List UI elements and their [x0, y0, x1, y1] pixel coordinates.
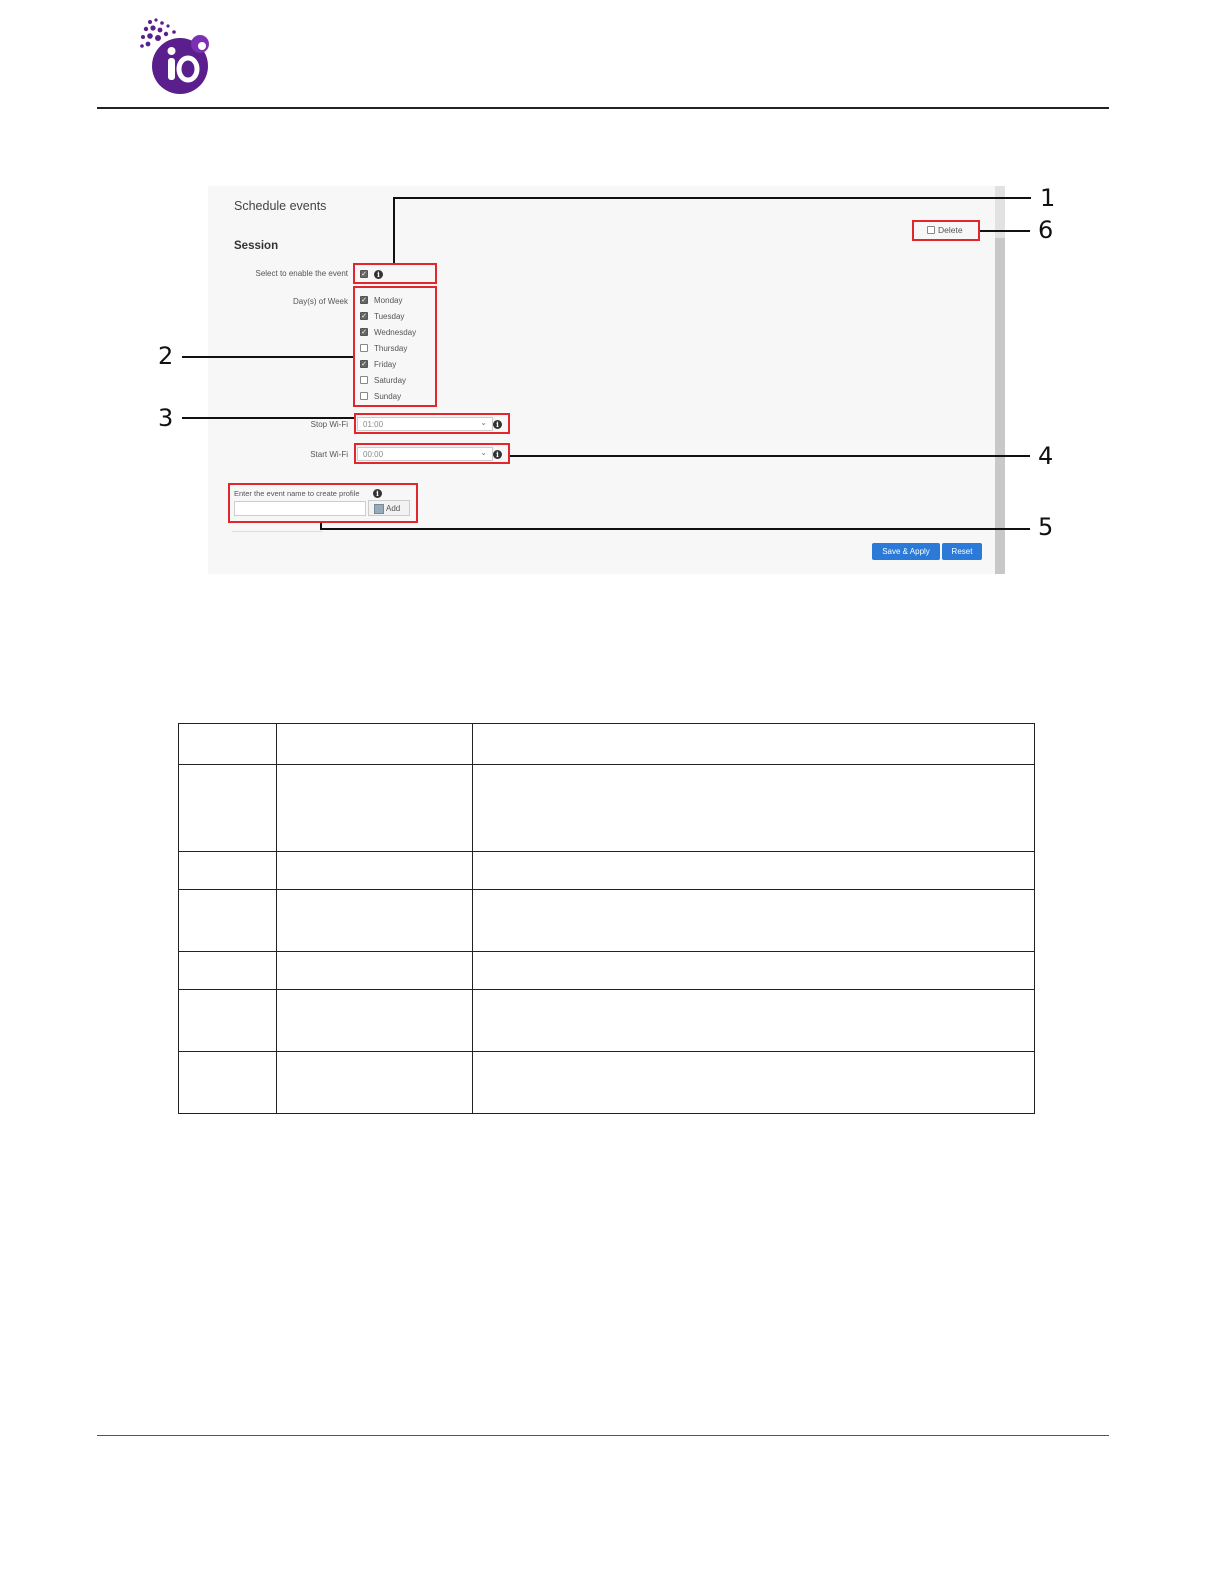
- callout-line-5: [320, 528, 1030, 530]
- table-row: [179, 952, 1035, 990]
- save-apply-button[interactable]: Save & Apply: [872, 543, 940, 560]
- table-cell: [276, 1052, 472, 1114]
- callout-box-5: [228, 483, 418, 523]
- delete-label: Delete: [938, 225, 963, 235]
- day-label-wednesday: Wednesday: [374, 328, 417, 337]
- start-wifi-label: Start Wi-Fi: [310, 450, 348, 459]
- callout-line-1: [393, 197, 1031, 199]
- table-cell: [276, 952, 472, 990]
- table-cell: [179, 952, 277, 990]
- day-label-saturday: Saturday: [374, 376, 407, 385]
- callout-box-3: [354, 413, 510, 434]
- table-cell: [276, 852, 472, 890]
- divider: [232, 531, 322, 532]
- day-label-thursday: Thursday: [374, 344, 408, 353]
- table-row: [179, 765, 1035, 852]
- days-of-week-label: Day(s) of Week: [293, 297, 348, 306]
- callout-number-5: 5: [1038, 513, 1054, 541]
- header-rule: [97, 107, 1109, 109]
- callout-box-1: [353, 263, 437, 284]
- info-icon[interactable]: i: [493, 420, 502, 429]
- callout-box-6: [912, 220, 980, 241]
- reset-button[interactable]: Reset: [942, 543, 982, 560]
- table-cell: [179, 990, 277, 1052]
- table-cell: [472, 890, 1034, 952]
- profile-name-label: Enter the event name to create profile: [234, 489, 360, 498]
- callout-number-6: 6: [1038, 216, 1054, 244]
- callout-number-3: 3: [158, 404, 174, 432]
- add-button-label: Add: [386, 504, 401, 513]
- session-heading: Session: [234, 240, 279, 252]
- description-table: [178, 723, 1035, 1114]
- info-icon[interactable]: i: [373, 489, 382, 498]
- enable-event-label: Select to enable the event: [255, 269, 348, 278]
- table-cell: [472, 765, 1034, 852]
- callout-line-1: [393, 197, 395, 263]
- table-cell: [276, 724, 472, 765]
- table-cell: [276, 990, 472, 1052]
- callout-number-4: 4: [1038, 442, 1054, 470]
- table-cell: [472, 724, 1034, 765]
- table-cell: [472, 990, 1034, 1052]
- day-label-sunday: Sunday: [374, 392, 402, 401]
- day-label-monday: Monday: [374, 296, 403, 305]
- stop-wifi-label: Stop Wi-Fi: [310, 420, 348, 429]
- table-row: [179, 1052, 1035, 1114]
- table-cell: [179, 1052, 277, 1114]
- table-cell: [179, 890, 277, 952]
- panel-title: Schedule events: [234, 199, 327, 213]
- table-cell: [179, 724, 277, 765]
- table-row: [179, 724, 1035, 765]
- table-cell: [276, 890, 472, 952]
- chevron-down-icon: ⌄: [480, 418, 487, 427]
- table-cell: [276, 765, 472, 852]
- callout-number-1: 1: [1040, 184, 1056, 212]
- day-label-friday: Friday: [374, 360, 397, 369]
- info-icon[interactable]: i: [493, 450, 502, 459]
- table-row: [179, 852, 1035, 890]
- io-logo-icon: [138, 16, 218, 100]
- chevron-down-icon: ⌄: [480, 448, 487, 457]
- callout-line-2: [182, 356, 353, 358]
- callout-line-6: [980, 230, 1030, 232]
- callout-box-4: [354, 443, 510, 464]
- info-icon[interactable]: i: [374, 270, 383, 279]
- day-label-tuesday: Tuesday: [374, 312, 405, 321]
- callout-number-2: 2: [158, 342, 174, 370]
- table-row: [179, 890, 1035, 952]
- table-row: [179, 990, 1035, 1052]
- callout-box-2: [353, 286, 437, 407]
- start-wifi-value: 00:00: [363, 450, 384, 459]
- footer-rule: [97, 1435, 1109, 1436]
- callout-line-4: [510, 455, 1030, 457]
- table-cell: [179, 852, 277, 890]
- callout-line-3: [182, 417, 354, 419]
- table-cell: [179, 765, 277, 852]
- table-cell: [472, 1052, 1034, 1114]
- table-cell: [472, 852, 1034, 890]
- stop-wifi-value: 01:00: [363, 420, 384, 429]
- table-cell: [472, 952, 1034, 990]
- scrollbar-track[interactable]: [995, 186, 1005, 574]
